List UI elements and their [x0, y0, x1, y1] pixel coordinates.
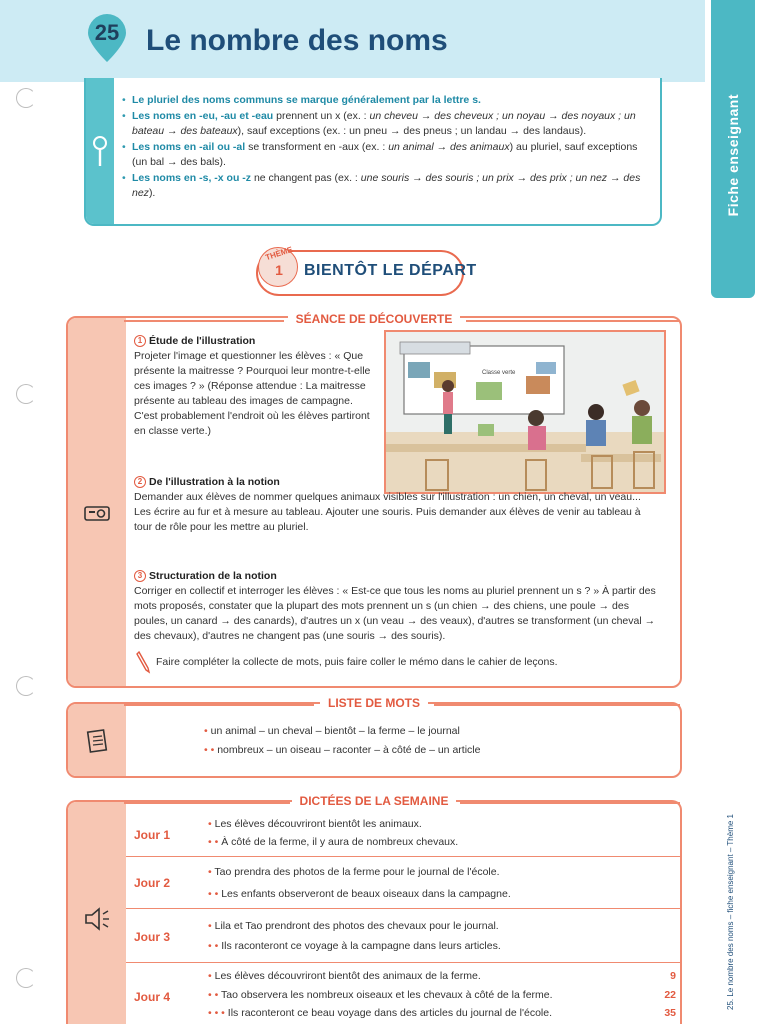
footer-reference: 25. Le nombre des noms – fiche enseignant – Thème 1 [726, 814, 735, 1010]
rule-box [84, 78, 662, 226]
binder-hole [16, 88, 36, 108]
dictation-sentence: • • • Ils raconteront ce beau voyage dans des articles du journal de l'école. [208, 1007, 552, 1019]
notebook-icon [82, 726, 112, 756]
dictation-day-2: Jour 2 [134, 876, 171, 890]
step-1-body: Projeter l'image et questionner les élèves : « Que présente la maitresse ? Pourquoi leur montre-t-elle ces images ? » (Réponse attendue : La maitresse présente au tableau des images de campagne. C'est probablement l'endroit où les élèves partiront en classe verte.) [134, 350, 371, 437]
dictation-day-4: Jour 4 [134, 990, 171, 1004]
dictation-sentence: • • Les enfants observeront de beaux oiseaux dans la campagne. [208, 888, 511, 900]
dictation-sentence: • Les élèves découvriront bientôt les animaux. [208, 818, 422, 830]
binder-hole [16, 384, 36, 404]
side-tab-label: Fiche enseignant [725, 93, 741, 216]
dictation-sentence: • • À côté de la ferme, il y aura de nombreux chevaux. [208, 836, 459, 848]
step-3-body: Corriger en collectif et interroger les élèves : « Est-ce que tous les noms au pluriel prennent un s ? » À partir des mots proposés, constater que la plupart des mots prennent un s (un chien → des chiens, une poule → des poules, un canard → des canards), d'autres un x (un veau → des veaux), d'autres se transforment (un cheval → des chevaux), d'autres ne changent pas (une souris → des souris). [134, 585, 656, 642]
dictation-sentence: • Les élèves découvriront bientôt des animaux de la ferme. [208, 970, 481, 982]
dictation-sentence: • Lila et Tao prendront des photos des chevaux pour le journal. [208, 920, 499, 932]
step-1: 1 Étude de l'illustration Projeter l'image et questionner les élèves : « Que présente la maitresse ? Pourquoi leur montre-t-elle ces images ? » (Réponse attendue : La maitresse présente au tableau des images de campagne. C'est probablement l'endroit où les élèves partiront en classe verte.) [134, 335, 371, 437]
step-3: 3 Structuration de la notion Corriger en collectif et interroger les élèves : « Est-ce que tous les noms au pluriel prennent un s ? » À partir des mots proposés, constater que la plupart des mots prennent un s (un chien → des chiens, une poule → des poules, un canard → des canards), d'autres un x (un veau → des veaux), d'autres se transforment (un cheval → des chevaux), d'autres ne changent pas (une souris → des souris). [134, 570, 656, 642]
word-count: 35 [664, 1007, 676, 1019]
step-2: 2 De l'illustration à la notion Demander aux élèves de nommer quelques animaux visibles sur l'illustration : un chien, un cheval, un veau... Les écrire au fur et à mesure au tableau. Ajouter une souris. Puis demander aux élèves de venir au tableau à tour de rôle pour les mettre au pluriel. [134, 475, 646, 535]
word-list-heading: LISTE DE MOTS [66, 696, 682, 710]
rule-item: • Le pluriel des noms communs se marque généralement par la lettre s. [122, 93, 652, 108]
dictation-sentence: • Tao prendra des photos de la ferme pour le journal de l'école. [208, 866, 500, 878]
speaker-icon [82, 904, 112, 934]
pencil-icon [136, 650, 152, 674]
word-list-section [66, 702, 682, 778]
page-title: Le nombre des noms [146, 24, 448, 57]
projector-icon [82, 498, 112, 528]
magnifier-icon [92, 134, 108, 168]
word-line-1: • un animal – un cheval – bientôt – la ferme – le journal [204, 725, 460, 737]
binder-hole [16, 676, 36, 696]
dictation-sentence: • • Tao observera les nombreux oiseaux et les chevaux à côté de la ferme. [208, 989, 553, 1001]
classroom-illustration [384, 330, 666, 494]
rule-item: • Les noms en -eu, -au et -eau prennent un x (ex. : un cheveu → des cheveux ; un noyau → des noyaux ; un bateau → des bateaux), sauf exceptions (ex. : un pneu → des pneus ; un landau → des landaus). [122, 109, 652, 139]
board-caption: Classe verte [482, 370, 516, 376]
binder-hole [16, 968, 36, 988]
dictation-day-1: Jour 1 [134, 828, 171, 842]
theme-word: THÈME [264, 244, 294, 263]
word-line-2: • • nombreux – un oiseau – raconter – à côté de – un article [204, 744, 481, 756]
theme-number: 1 [275, 262, 283, 278]
dictation-sentence: • • Ils raconteront ce voyage à la campagne dans leurs articles. [208, 940, 501, 952]
dictation-heading: DICTÉES DE LA SEMAINE [66, 794, 682, 808]
lesson-number: 25 [94, 20, 120, 45]
side-tab [711, 0, 755, 298]
discovery-heading: SÉANCE DE DÉCOUVERTE [66, 312, 682, 326]
rule-item: • Les noms en -ail ou -al se transforment en -aux (ex. : un animal → des animaux) au pluriel, sauf exceptions (un bal → des bals). [122, 140, 652, 170]
dictation-day-3: Jour 3 [134, 930, 171, 944]
theme-title: BIENTÔT LE DÉPART [304, 262, 477, 279]
rule-strip [86, 78, 114, 224]
rule-list [122, 93, 652, 202]
rule-item: • Les noms en -s, -x ou -z ne changent pas (ex. : une souris → des souris ; un prix → des prix ; un nez → des nez). [122, 171, 652, 201]
word-count: 22 [664, 989, 676, 1001]
step-2-body: Demander aux élèves de nommer quelques animaux visibles sur l'illustration : un chien, un cheval, un veau... Les écrire au fur et à mesure au tableau. Ajouter une souris. Puis demander aux élèves de venir au tableau à tour de rôle pour les mettre au pluriel. [134, 491, 641, 533]
final-note: Faire compléter la collecte de mots, puis faire coller le mémo dans le cahier de leçons. [156, 656, 558, 668]
word-count: 9 [670, 970, 676, 982]
